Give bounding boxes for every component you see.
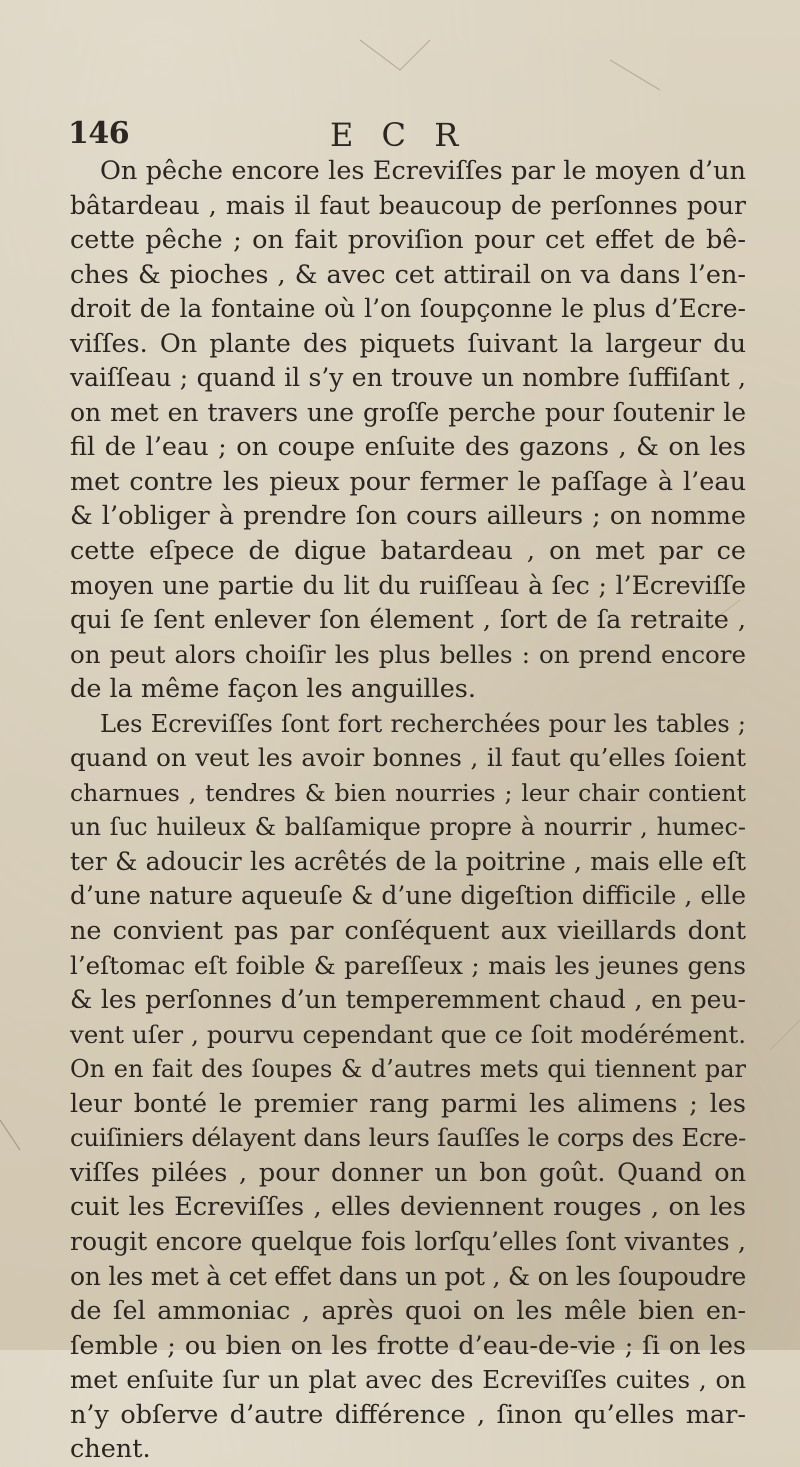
text-line: cuiſiniers délayent dans leurs ſauſſes le corps des Ecre- [70, 1123, 746, 1153]
text-line: rougit encore quelque fois lorſqu’elles ſont vivantes , [70, 1226, 746, 1256]
text-line: de ſel ammoniac , après quoi on les mêle bien en- [70, 1296, 746, 1327]
text-line: on met en travers une groſſe perche pour ſoutenir le [70, 397, 746, 427]
text-line: on les met à cet effet dans un pot , & on les ſoupoudre [70, 1261, 746, 1291]
text-line: viſſes. On plante des piquets ſuivant la largeur du [70, 328, 746, 359]
text-line: vent uſer , pourvu cependant que ce ſoit modérément. [70, 1019, 746, 1049]
text-line: viſſes pilées , pour donner un bon goût. Quand on [70, 1157, 746, 1188]
text-line: cette pêche ; on fait proviſion pour cet effet de bê- [70, 225, 746, 256]
text-line: Les Ecreviſſes ſont fort recherchées pour les tables ; [100, 709, 746, 738]
text-line: on peut alors choiſir les plus belles : on prend encore [70, 639, 746, 669]
text-line: ter & adoucir les acrêtés de la poitrine , mais elle eſt [70, 846, 746, 876]
text-line: met enſuite ſur un plat avec des Ecreviſſes cuites , on [70, 1365, 746, 1395]
text-line: quand on veut les avoir bonnes , il faut qu’elles ſoient [70, 743, 746, 773]
text-line: On en fait des ſoupes & d’autres mets qui tiennent par [70, 1055, 746, 1084]
text-line: chent. [70, 1434, 151, 1465]
text-line: & l’obliger à prendre ſon cours ailleurs ; on nomme [70, 501, 746, 532]
body-text [70, 154, 746, 1467]
text-line: met contre les pieux pour fermer le paſſage à l’eau [70, 466, 746, 497]
text-line: n’y obſerve d’autre différence , ſinon qu’elles mar- [70, 1399, 746, 1430]
text-line: de la même façon les anguilles. [70, 674, 476, 705]
text-line: un ſuc huileux & balſamique propre à nourrir , humec- [70, 813, 746, 842]
text-line: cuit les Ecreviſſes , elles deviennent rouges , on les [70, 1192, 746, 1223]
text-line: qui ſe ſent enlever ſon élement , ſort de ſa retraite , [70, 605, 746, 636]
text-line: charnues , tendres & bien nourries ; leur chair contient [70, 778, 746, 807]
text-line: d’une nature aqueuſe & d’une digeſtion difficile , elle [70, 881, 746, 911]
text-line: ches & pioches , & avec cet attirail on va dans l’en- [70, 259, 746, 290]
text-line: vaiſſeau ; quand il s’y en trouve un nombre ſuffiſant , [70, 363, 746, 393]
text-line: On pêche encore les Ecreviſſes par le moyen d’un [100, 156, 746, 186]
text-line: l’eſtomac eſt foible & pareſſeux ; mais les jeunes gens [70, 950, 746, 980]
text-line: ſemble ; ou bien on les frotte d’eau-de-vie ; ſi on les [70, 1330, 746, 1361]
text-line: bâtardeau , mais il faut beaucoup de perſonnes pour [70, 190, 746, 220]
page-number: 146 [68, 116, 130, 151]
text-line: moyen une partie du lit du ruiſſeau à ſec ; l’Ecreviſſe [70, 570, 746, 600]
text-line: fil de l’eau ; on coupe enſuite des gazons , & on les [70, 432, 746, 463]
text-line: & les perſonnes d’un temperemment chaud , en peu- [70, 985, 746, 1015]
text-line: cette eſpece de digue batardeau , on met par ce [70, 536, 746, 567]
running-head: E C R [330, 116, 468, 154]
text-line: ne convient pas par conſéquent aux vieillards dont [70, 916, 746, 947]
text-line: droit de la fontaine où l’on ſoupçonne le plus d’Ecre- [70, 294, 746, 324]
text-line: leur bonté le premier rang parmi les alimens ; les [70, 1088, 746, 1119]
